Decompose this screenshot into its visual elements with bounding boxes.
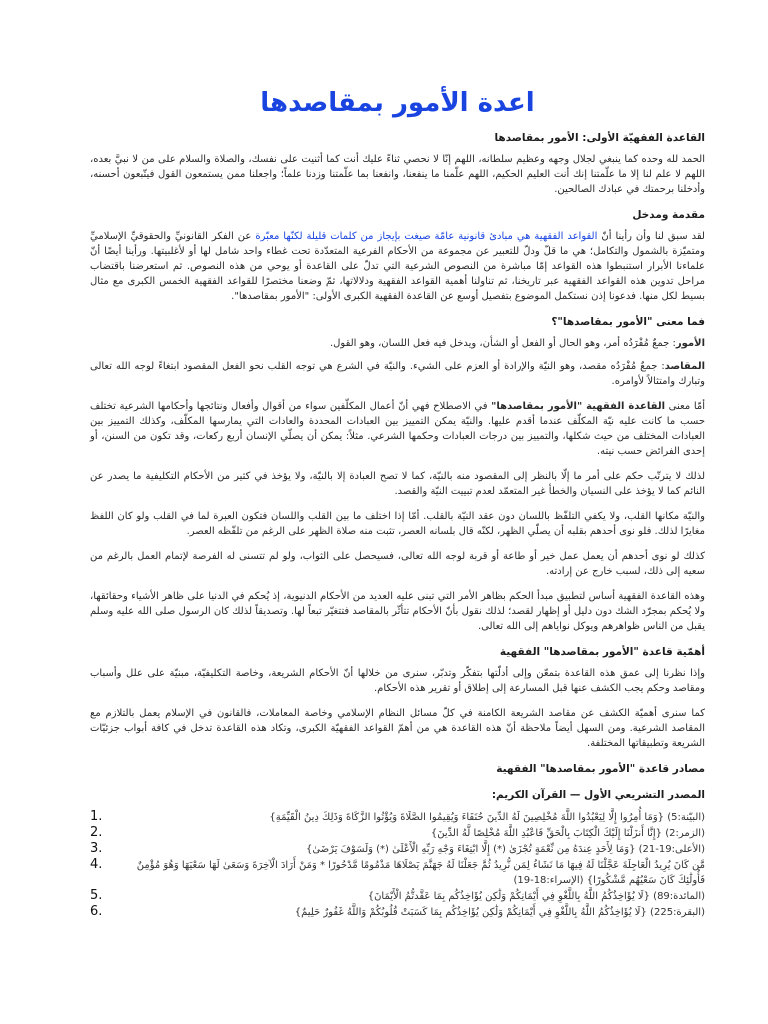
verse-list	[90, 809, 705, 920]
document-page	[90, 86, 705, 920]
definition-maqasid: المقاصد: جمعٌ مُفْرَدُه مقصد، وهو النيّة والإرادة أو العزم على الشيء. والنيّة في الشرع هي توجه القلب نحو الفعل المقصود ابتغاءً لوجه الله تعالى وتبارك وامتثالاً لأوامره.	[90, 361, 705, 387]
section-heading-sources: مصادر قاعدة "الأمور بمقاصدها" الفقهية	[496, 763, 705, 775]
highlighted-definition: القواعد الفقهية هي مبادئ قانونية عامّة صيغت بإيجاز من كلمات قليلة لكنّها معبّرة	[255, 231, 598, 242]
section-heading-intro: مقدمة ومدخل	[632, 209, 705, 221]
section-heading-meaning: فما معنى "الأمور بمقاصدها"؟	[551, 316, 705, 328]
list-item: 1. (البيّنة:5) {وَمَا أُمِرُوا إِلَّا لِيَعْبُدُوا اللَّهَ مُخْلِصِينَ لَهُ الدِّينَ حُنَفَاءَ وَيُقِيمُوا الصَّلَاةَ وَيُؤْتُوا الزَّكَاةَ وَذَلِكَ دِينُ الْقَيِّمَةِ}	[90, 809, 705, 824]
body-paragraph: والنيّة مكانها القلب، ولا يكفي التلفّظ باللسان دون عقد النيّة بالقلب. أمّا إذا اختلف ما بين القلب واللسان فتكون العبرة لما في القلب ولو كان اللفظ مغايرًا لذلك. فلو نوى أحدهم بقلبه أن يصلّي الظهر، لكنّه قال بلسانه العصر، تثبت منه صلاة الظهر على الرغم من تلفّظه العصر.	[90, 511, 705, 537]
list-item: 4. مَّن كَانَ يُرِيدُ الْعَاجِلَةَ عَجَّلْنَا لَهُ فِيهَا مَا نَشَاءُ لِمَن نُّرِيدُ ثُمَّ جَعَلْنَا لَهُ جَهَنَّمَ يَصْلَاهَا مَذْمُومًا مَّدْحُورًا * وَمَنْ أَرَادَ الْآخِرَةَ وَسَعَىٰ لَهَا سَعْيَهَا وَهُوَ مُؤْمِنٌ فَأُولَٰئِكَ كَانَ سَعْيُهُم مَّشْكُورًا} (الإسراء:18-19)	[90, 857, 705, 886]
list-item: 6. (البقرة:225) {لَا يُؤَاخِذُكُمُ اللَّهُ بِاللَّغْوِ فِي أَيْمَانِكُمْ وَلَٰكِن يُؤَاخِذُكُم بِمَا كَسَبَتْ قُلُوبُكُمْ وَاللَّهُ غَفُورٌ حَلِيمٌ}	[90, 904, 705, 919]
body-paragraph: لذلك لا يترتّب حكم على أمر ما إلّا بالنظر إلى المقصود منه بالنيّة، كما لا تصح العبادة إلا بالنيّة، ولا يؤخذ في كثير من الأحكام التكليفية ما يصدر عن النائم كما لا يؤخذ على النسيان والخطأ غير المتعمّد لعدم تبييت النيّة والقصد.	[90, 471, 705, 497]
list-item: 2. (الزمر:2) {إِنَّا أَنزَلْنَا إِلَيْكَ الْكِتَابَ بِالْحَقِّ فَاعْبُدِ اللَّهَ مُخْلِصًا لَّهُ الدِّينَ}	[90, 825, 705, 840]
list-item: 5. (المائدة:89) {لَا يُؤَاخِذُكُمُ اللَّهُ بِاللَّغْوِ فِي أَيْمَانِكُمْ وَلَٰكِن يُؤَاخِذُكُم بِمَا عَقَّدتُّمُ الْأَيْمَانَ}	[90, 888, 705, 903]
body-paragraph: كذلك لو نوى أحدهم أن يعمل عمل خير أو طاعة أو قربة لوجه الله تعالى، فسيحصل على الثواب، ولو لم تتسنى له الفرصة لإتمام العمل بالرغم من سعيه إلى ذلك، لسبب خارج عن إرادته.	[90, 551, 705, 577]
body-paragraph: وهذه القاعدة الفقهية أساس لتطبيق مبدأ الحكم بظاهر الأمر التي تبنى عليه العديد من الأحكام الدنيوية، إذ يُحكم في الدنيا على ظاهر الأشياء وحقائقها، ولا يُحكم بمجرّد الشك دون دليل أو إظهار لقصد؛ لذلك نقول بأنّ الأحكام تتأثّر بالمقاصد فتتغيّر تبعاً لها. وتصديقاً لذلك كان الرسول صلى الله عليه وسلم يقبل من الناس ظواهرهم ويوكل نواياهم إلى الله تعالى.	[90, 591, 705, 632]
definition-umur: الأمور: جمعٌ مُفْرَدُه أمر، وهو الحال أو الفعل أو الشأن، ويدخل فيه فعل اللسان، وهو القول.	[329, 338, 705, 349]
section-heading-importance: أهمّية قاعدة "الأمور بمقاصدها" الفقهية	[499, 646, 705, 658]
intro-paragraph: الحمد لله وحده كما ينبغي لجلال وجهه وعظيم سلطانه، اللهم إنّا لا نحصي ثناءً عليك أنت كما أثنيت على نفسك، والصلاة والسلام على من لا نبيَّ بعده، اللهم لا علم لنا إلا ما علّمتنا إنك أنت العليم الحكيم، اللهم علّمنا ما ينفعنا، وانفعنا بما علّمتنا وزدنا علماً؛ واجعلنا ممن يستمعون القول فيتّبعون أحسنه، وأدخلنا برحمتك في عبادك الصالحين.	[90, 154, 705, 195]
page-title: اعدة الأمور بمقاصدها	[260, 88, 535, 118]
intro-section-paragraph: لقد سبق لنا وأن رأينا أنّ القواعد الفقهية هي مبادئ قانونية عامّة صيغت بإيجاز من كلمات قليلة لكنّها معبّرة عن الفكر القانونيِّ والحقوقيِّ الإسلاميِّ ومتميّزة بالشمول والتكامل؛ هي ما قلّ ودلّ للتعبير عن مجموعة من الأحكام الفرعية المتعدّدة تحت غطاء واحد شامل لها أو لأغلبيتها. ورأينا أيضًا أنّ علماءنا الأبرار استنبطوا هذه القواعد إمّا مباشرة من النصوص الشرعية التي تدلّ على القاعدة أو يوحي من هذه النصوص. ثم استعرضنا باقتضاب مراحل تدوين هذه القواعد الفقهية عبر تاريخنا، ثم تناولنا أهمية القواعد الفقهية ودلالاتها، ثمّ وضعنا مختصرًا للقواعد الفقهية الخمس الكبرى مع مثال بسيط لكل منها. فدعونا إذن نستكمل الموضوع بتفصيل أوسع عن القاعدة الفقهية الكبرى الأولى: "الأمور بمقاصدها".	[90, 231, 705, 302]
meaning-rule-paragraph: أمّا معنى القاعدة الفقهية "الأمور بمقاصدها" في الاصطلاح فهي أنّ أعمال المكلّفين سواء من أقوال وأفعال ونتائجها وأحكامها الشرعية تختلف حسب ما كانت عليه نيّة المكلّف عندما أقدم عليها. والنيّة يمكن التمييز بين العبادات المحددة والعادات التي يمارسها المكلّف، وكذلك التمييز بين العبادات المختلف من حيث شكلها، والتمييز بين درجات العبادات وحكمها الشرعي. مثلاً: يمكن أن يصلّي الإنسان أربع ركعات، وقد تكون من السنن، أو إحدى الفرائض حسب نيته.	[90, 401, 705, 457]
sources-subheading: المصدر التشريعي الأول — القرآن الكريم:	[491, 789, 705, 801]
subtitle-heading: القاعدة الفقهيّة الأولى: الأمور بمقاصدها	[494, 132, 705, 144]
body-paragraph: وإذا نظرنا إلى عمق هذه القاعدة بتمعّن وإلى أدلّتها بتفكّر وتدبّر، سنرى من خلالها أنّ الأحكام الشريعة، وخاصة التكليفيّة، مبنيّة على علل وأسباب ومقاصد وحكم يجب الكشف عنها قبل المسارعة إلى إطلاق أو تقرير هذه الأحكام.	[90, 668, 705, 694]
list-item: 3. (الأعلى:19-21) {وَمَا لِأَحَدٍ عِندَهُ مِن نِّعْمَةٍ تُجْزَىٰ (*) إِلَّا ابْتِغَاءَ وَجْهِ رَبِّهِ الْأَعْلَىٰ (*) وَلَسَوْفَ يَرْضَىٰ}	[90, 841, 705, 856]
body-paragraph: كما سنرى أهميّة الكشف عن مقاصد الشريعة الكامنة في كلّ مسائل النظام الإسلامي وخاصة المعاملات، فالقانون في الإسلام يعمل بالتلازم مع المقاصد الشرعية. ومن السهل أيضاً ملاحظة أنّ هذه القاعدة هي من أهمّ القواعد الفقهيّة الكبرى، وتكاد هذه القاعدة تدخل في كافة أبواب جزئيّات الشريعة وتطبيقاتها المختلفة.	[90, 708, 705, 749]
